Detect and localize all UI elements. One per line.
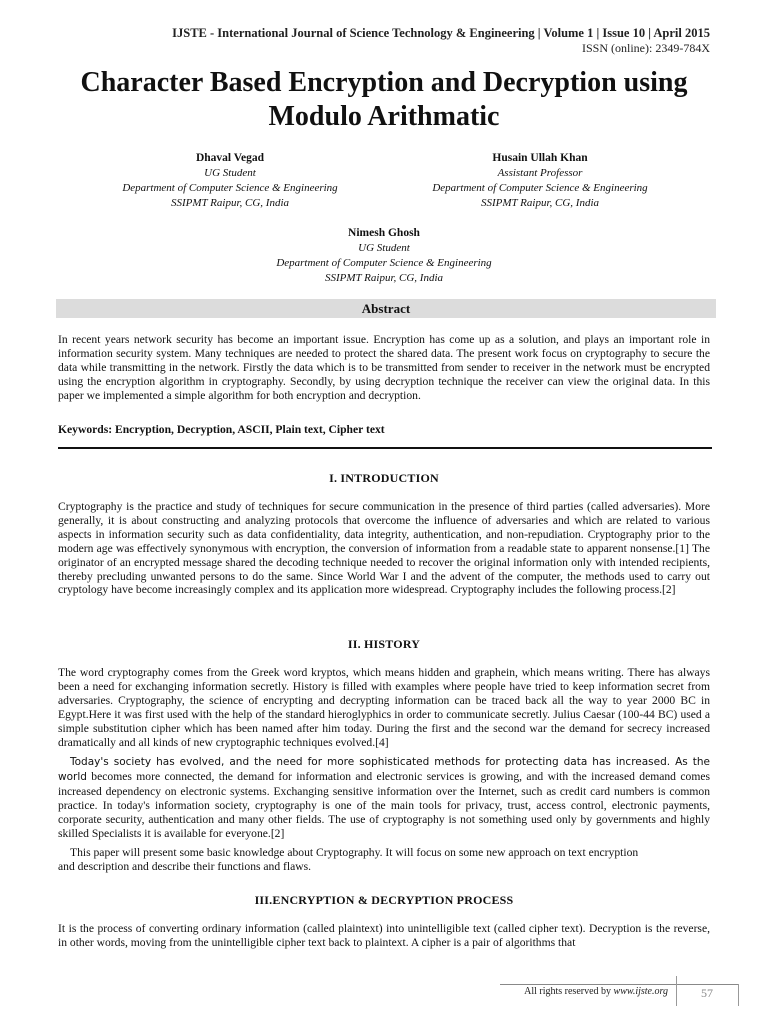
paper-title: Character Based Encryption and Decryption using Modulo Arithmatic [80,67,688,132]
footer-divider [500,984,738,985]
issn-header: ISSN (online): 2349-784X [582,41,710,55]
process-text: It is the process of converting ordinary information (called plaintext) into unintelligible text (called cipher text). Decryption is the reverse, in other words, moving from the unintelligible cipher text back to plaintext. A cipher is a pair of algorithms that [58,922,710,949]
author-block-2 [390,151,690,211]
author-name: Dhaval Vegad [195,152,265,164]
author-institute: SSIPMT Raipur, CG, India [480,197,600,209]
author-department: Department of Computer Science & Engineering [276,257,492,269]
footer-separator [738,984,739,1006]
abstract-text: In recent years network security has become an important issue. Encryption has come up as a solution, and plays an important role in information security system. Many techniques are needed to protect the shared data. The present work focus on cryptography to secure the data while transmitting in the network. Firstly the data which is to be transmitted from sender to receiver in the network must be encrypted using the encryption algorithm in cryptography. Secondly, by using decryption technique the receiver can view the original data. In this paper we implemented a simple algorithm for both encryption and decryption. [58,333,710,402]
section-heading-introduction: I. INTRODUCTION [329,471,439,485]
author-institute: SSIPMT Raipur, CG, India [170,197,290,209]
abstract-heading: Abstract [56,299,716,318]
author-name: Nimesh Ghosh [348,227,420,239]
author-name: Husain Ullah Khan [492,152,588,164]
history-text-2 [58,755,710,840]
author-block-1 [80,151,380,211]
author-role: Assistant Professor [497,167,583,179]
author-block-3 [234,226,534,286]
history-text-1: The word cryptography comes from the Greek word kryptos, which means hidden and graphein, which means writing. There has always been a need for exchanging information secretly. History is filled with examples where people have tried to keep information secret from adversaries. Cryptography, the science of encrypting and decrypting information can be traced back all the way to year 2000 BC in Egypt.Here it was first used with the help of the standard hieroglyphics in order to communicate secretly. Julius Caesar (100-44 BC) used a simple substitution cipher which has been named after him today. During the first and the second war the demand for secrecy increased dramatically and all kinds of new cryptographic techniques evolved.[4] [58,666,710,749]
page-number: 57 [701,986,713,1000]
author-role: UG Student [204,167,256,179]
history-text-2-lead: Today's society has evolved, and the need for more sophisticated methods for protecting data has increased. As the world [58,756,710,783]
history-text-3: This paper will present some basic knowledge about Cryptography. It will focus on some new approach on text encryption and description and describe their functions and flaws. [58,846,639,873]
author-department: Department of Computer Science & Engineering [432,182,648,194]
journal-header: IJSTE - International Journal of Science Technology & Engineering | Volume 1 | Issue 10 | April 2015 [172,26,710,40]
footer-separator [676,976,677,1006]
introduction-text: Cryptography is the practice and study of techniques for secure communication in the presence of third parties (called adversaries). More generally, it is about constructing and analyzing protocols that overcome the influence of adversaries and which are related to various aspects in information security such as data confidentiality, data integrity, authentication, and non-repudiation. Cryptography prior to the modern age was effectively synonymous with encryption, the conversion of information from a readable state to apparent nonsense.[1] The originator of an encrypted message shared the decoding technique needed to recover the original information only with intended recipients, thereby precluding unwanted persons to do the same. Since World War I and the advent of the computer, the methods used to carry out cryptology have become increasingly complex and its application more widespread. Cryptography includes the following process.[2] [58,500,710,597]
footer-rights-label: All rights reserved by [524,986,614,997]
keywords: Keywords: Encryption, Decryption, ASCII, Plain text, Cipher text [58,423,385,436]
section-heading-process: III.ENCRYPTION & DECRYPTION PROCESS [254,893,514,907]
footer-rights [440,986,668,997]
author-institute: SSIPMT Raipur, CG, India [324,272,444,284]
section-heading-history: II. HISTORY [347,637,421,651]
history-text-2-rest: becomes more connected, the demand for information and electronic services is growing, and with the increased demand comes increased dependency on electronic systems. Exchanging sensitive information over the Internet, such as credit card numbers is common practice. In today's information society, cryptography is one of the main tools for privacy, trust, access control, electronic payments, corporate security, authentication and many other fields. The use of cryptography is not something used only by governments and highly skilled Specialists it is available for everyone.[2] [58,769,710,840]
footer-site-link[interactable]: www.ijste.org [613,986,668,997]
author-role: UG Student [358,242,410,254]
author-department: Department of Computer Science & Engineering [122,182,338,194]
section-divider [58,447,712,449]
